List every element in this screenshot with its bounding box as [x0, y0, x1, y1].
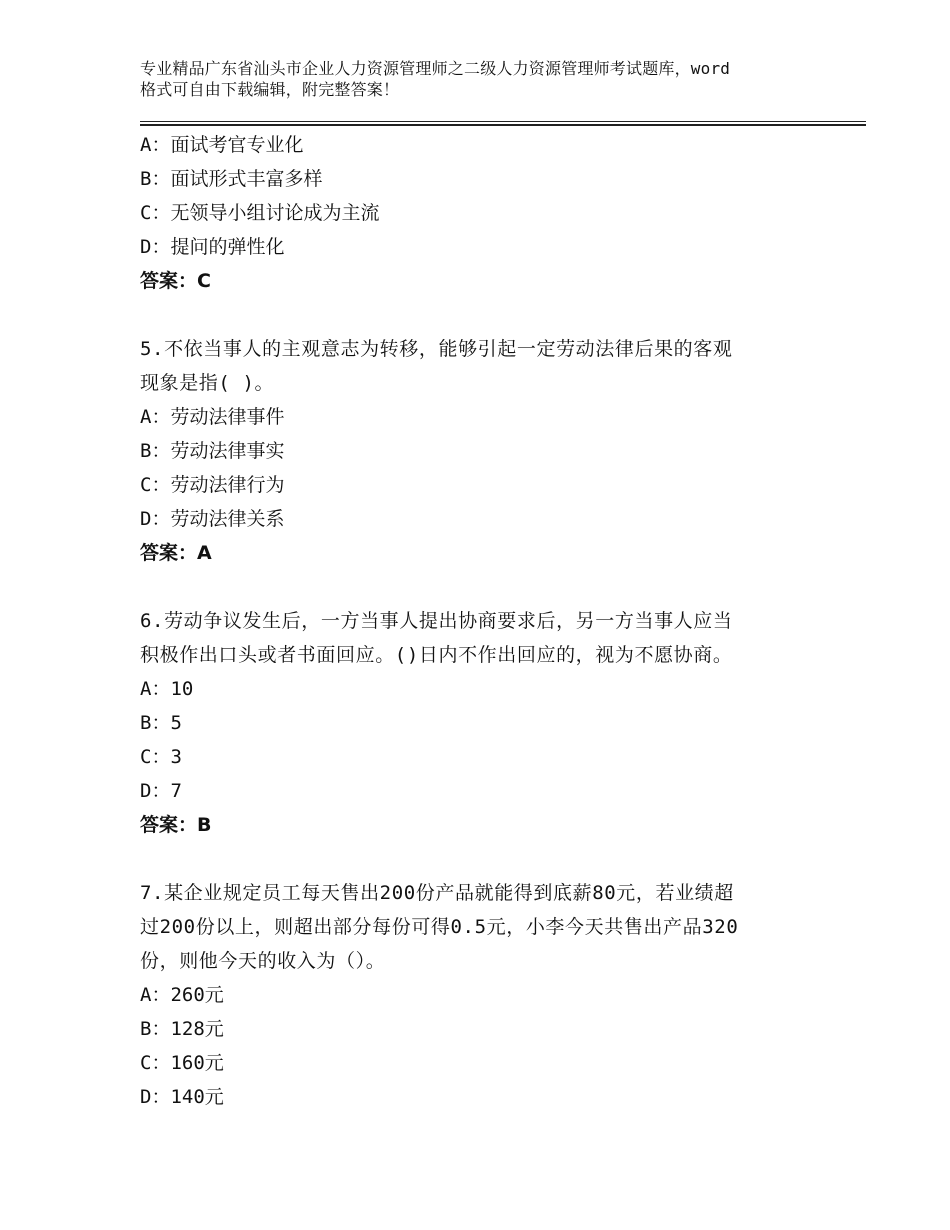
question-stem: 6.劳动争议发生后，一方当事人提出协商要求后，另一方当事人应当: [140, 610, 733, 632]
question-6: [140, 604, 820, 842]
question-stem: 积极作出口头或者书面回应。()日内不作出回应的，视为不愿协商。: [140, 644, 733, 666]
header-divider: [140, 121, 866, 126]
spacer: [140, 842, 820, 876]
option-b: B：面试形式丰富多样: [140, 168, 323, 190]
header-line-2: 格式可自由下载编辑，附完整答案！: [140, 80, 400, 99]
option-c: C：劳动法律行为: [140, 474, 285, 496]
question-stem: 份，则他今天的收入为（）。: [140, 950, 386, 972]
option-d: D：140元: [140, 1086, 224, 1108]
question-7: [140, 876, 820, 1114]
option-c: C：3: [140, 746, 182, 768]
question-stem: 5.不依当事人的主观意志为转移，能够引起一定劳动法律后果的客观: [140, 338, 733, 360]
option-b: B：5: [140, 712, 182, 734]
question-4: [140, 128, 820, 298]
option-c: C：无领导小组讨论成为主流: [140, 202, 380, 224]
answer: 答案：C: [140, 270, 211, 292]
option-c: C：160元: [140, 1052, 224, 1074]
answer: 答案：A: [140, 542, 212, 564]
question-stem: 现象是指( )。: [140, 372, 275, 394]
option-a: A：面试考官专业化: [140, 134, 304, 156]
question-stem: 7.某企业规定员工每天售出200份产品就能得到底薪80元，若业绩超: [140, 882, 734, 904]
option-a: A：10: [140, 678, 194, 700]
question-list: [140, 128, 820, 1114]
spacer: [140, 298, 820, 332]
option-a: A：260元: [140, 984, 224, 1006]
option-d: D：劳动法律关系: [140, 508, 285, 530]
header-line-1: 专业精品广东省汕头市企业人力资源管理师之二级人力资源管理师考试题库，word: [140, 59, 731, 78]
option-d: D：提问的弹性化: [140, 236, 285, 258]
option-b: B：128元: [140, 1018, 224, 1040]
answer: 答案：B: [140, 814, 212, 836]
option-b: B：劳动法律事实: [140, 440, 285, 462]
option-a: A：劳动法律事件: [140, 406, 285, 428]
question-stem: 过200份以上，则超出部分每份可得0.5元，小李今天共售出产品320: [140, 916, 739, 938]
document-header: [140, 58, 830, 100]
option-d: D：7: [140, 780, 182, 802]
question-5: [140, 332, 820, 570]
spacer: [140, 570, 820, 604]
